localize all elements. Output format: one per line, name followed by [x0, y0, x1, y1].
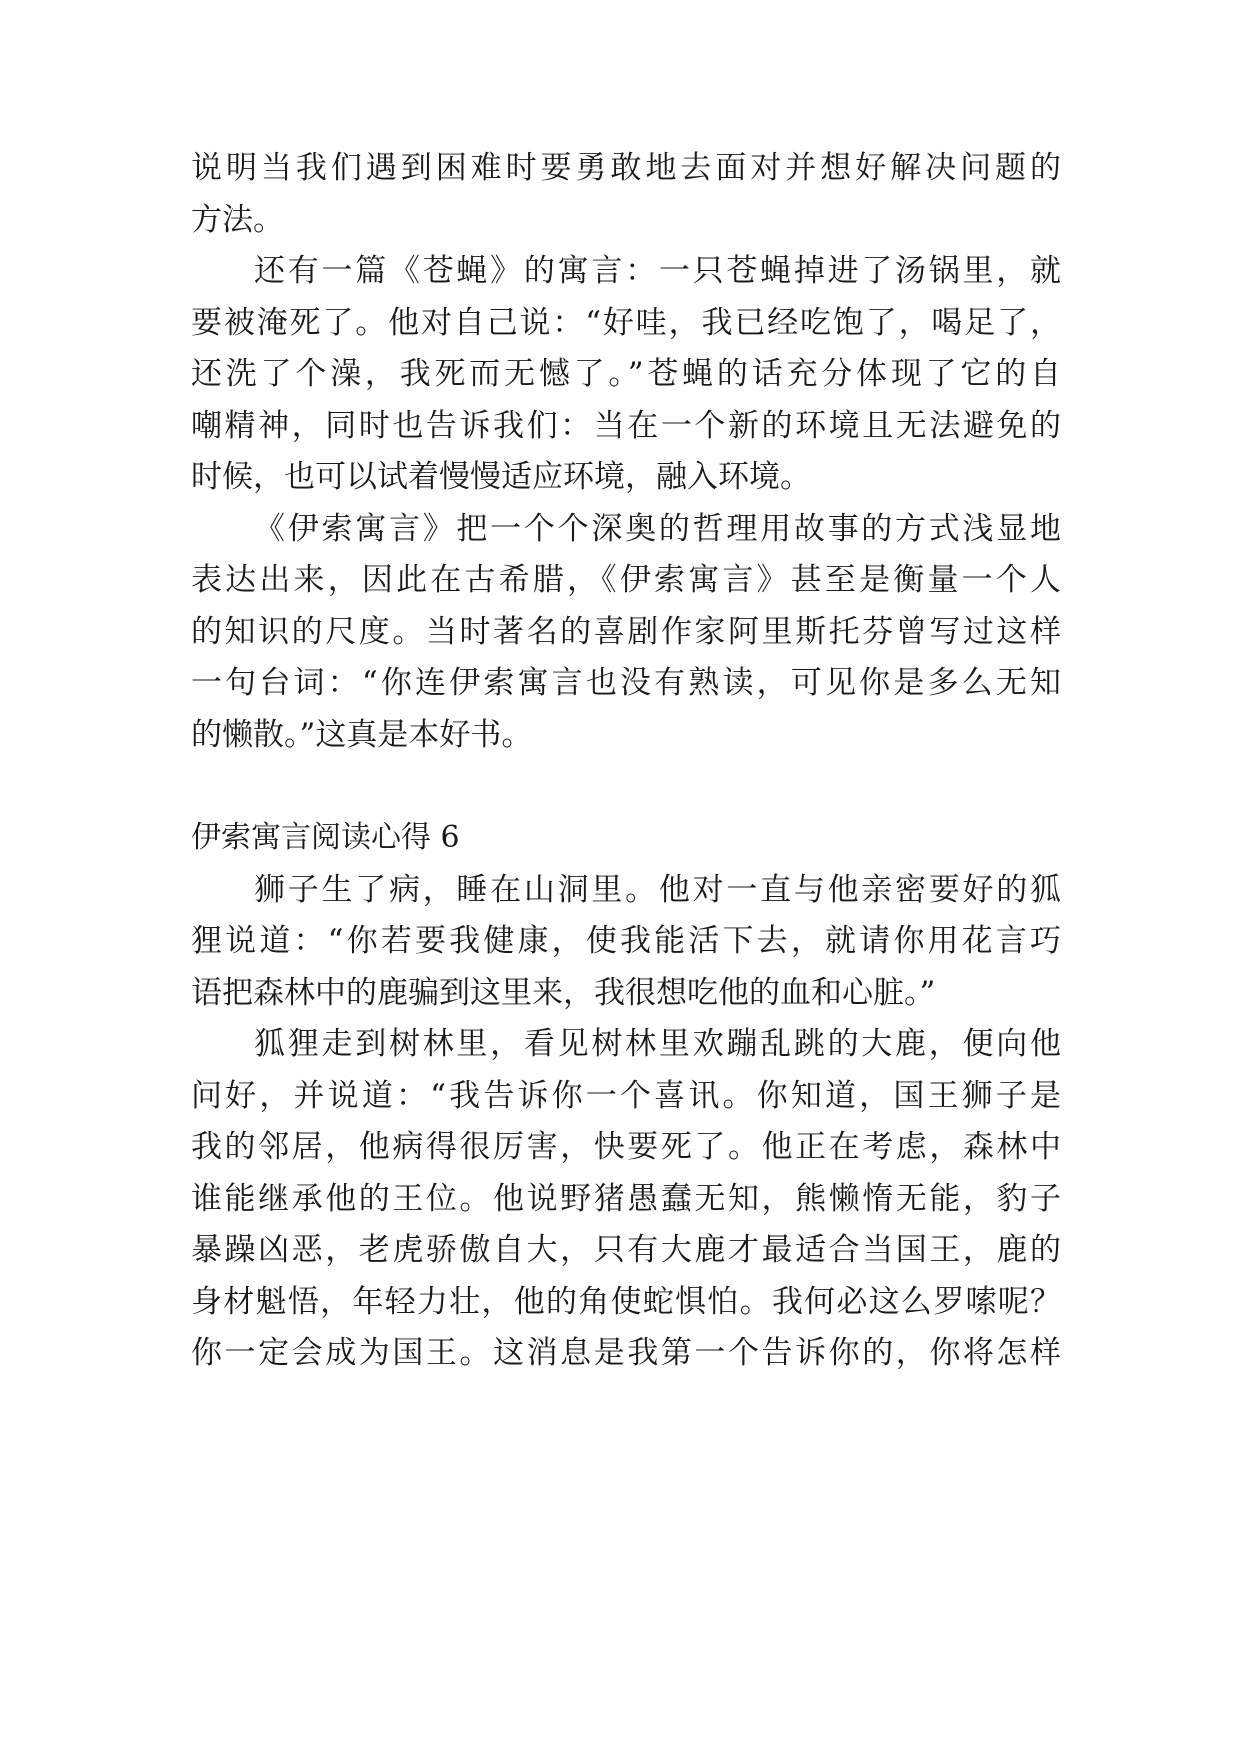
- text-line: 身材魁悟，年轻力壮，他的角使蛇惧怕。我何必这么罗嗦呢？: [191, 1284, 1061, 1320]
- text-line: 狸说道：“你若要我健康，使我能活下去，就请你用花言巧: [191, 923, 1061, 959]
- text-line: 时候，也可以试着慢慢适应环境，融入环境。: [191, 459, 811, 495]
- text-line: 我的邻居，他病得很厉害，快要死了。他正在考虑，森林中: [191, 1129, 1061, 1165]
- section-heading: 伊索寓言阅读心得 6: [191, 820, 460, 855]
- text-line: 嘲精神，同时也告诉我们：当在一个新的环境且无法避免的: [191, 408, 1061, 444]
- text-line: 方法。: [191, 202, 284, 238]
- text-line: 狐狸走到树林里，看见树林里欢蹦乱跳的大鹿，便向他: [254, 1026, 1061, 1062]
- text-line: 《伊索寓言》把一个个深奥的哲理用故事的方式浅显地: [254, 511, 1061, 547]
- text-line: 还洗了个澡，我死而无憾了。”苍蝇的话充分体现了它的自: [191, 356, 1061, 392]
- text-line: 一句台词：“你连伊索寓言也没有熟读，可见你是多么无知: [191, 665, 1061, 701]
- text-line: 你一定会成为国王。这消息是我第一个告诉你的，你将怎样: [191, 1335, 1061, 1371]
- text-line: 的懒散。”这真是本好书。: [191, 717, 533, 753]
- text-line: 还有一篇《苍蝇》的寓言：一只苍蝇掉进了汤锅里，就: [254, 253, 1061, 289]
- text-line: 说明当我们遇到困难时要勇敢地去面对并想好解决问题的: [191, 150, 1061, 186]
- text-line: 暴躁凶恶，老虎骄傲自大，只有大鹿才最适合当国王，鹿的: [191, 1232, 1061, 1268]
- text-line: 的知识的尺度。当时著名的喜剧作家阿里斯托芬曾写过这样: [191, 614, 1061, 650]
- text-line: 问好，并说道：“我告诉你一个喜讯。你知道，国王狮子是: [191, 1078, 1061, 1114]
- text-line: 谁能继承他的王位。他说野猪愚蠢无知，熊懒惰无能，豹子: [191, 1181, 1061, 1217]
- text-line: 语把森林中的鹿骗到这里来，我很想吃他的血和心脏。”: [191, 975, 936, 1011]
- text-line: 表达出来，因此在古希腊，《伊索寓言》甚至是衡量一个人: [191, 562, 1061, 598]
- text-line: 狮子生了病，睡在山洞里。他对一直与他亲密要好的狐: [254, 872, 1061, 908]
- text-line: 要被淹死了。他对自己说：“好哇，我已经吃饱了，喝足了，: [191, 305, 1061, 341]
